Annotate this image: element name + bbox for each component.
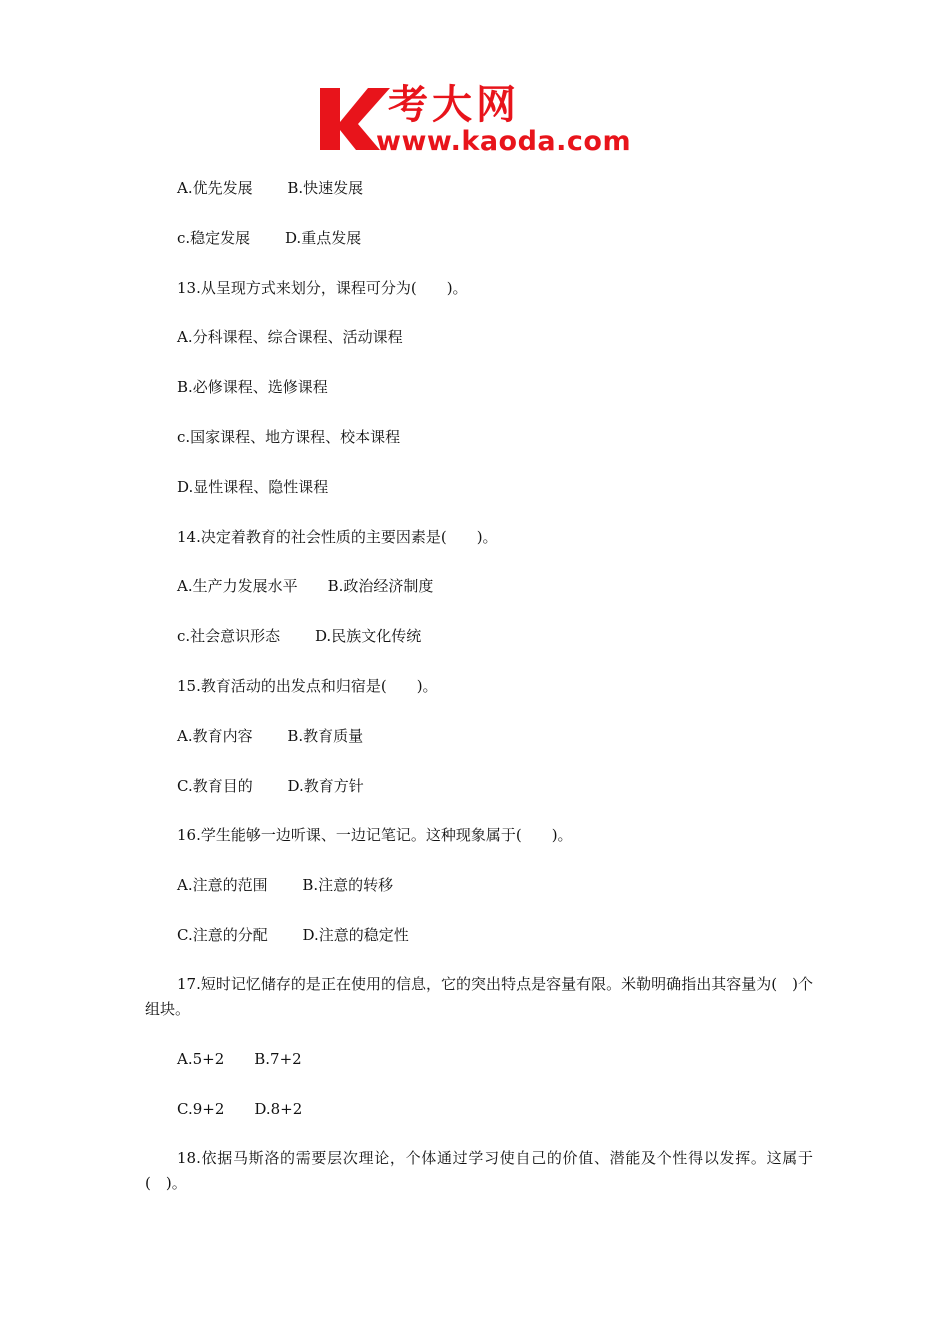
q13-option-d: D.显性课程、隐性课程	[177, 478, 329, 496]
kaoda-logo	[318, 82, 648, 162]
q15-options-cd: C.教育目的 D.教育方针	[177, 777, 364, 795]
q14-options-ab: A.生产力发展水平 B.政治经济制度	[177, 577, 434, 595]
logo-url: www.kaoda.com	[376, 126, 632, 157]
q15-question: 15.教育活动的出发点和归宿是( )。	[177, 677, 438, 695]
q16-options-cd: C.注意的分配 D.注意的稳定性	[177, 926, 409, 944]
q14-question: 14.决定着教育的社会性质的主要因素是( )。	[177, 528, 498, 546]
q12-options-ab: A.优先发展 B.快速发展	[177, 179, 364, 197]
q13-option-a: A.分科课程、综合课程、活动课程	[177, 328, 403, 346]
q13-question: 13.从呈现方式来划分，课程可分为( )。	[177, 279, 468, 297]
q13-option-c: c.国家课程、地方课程、校本课程	[177, 428, 401, 446]
q13-option-b: B.必修课程、选修课程	[177, 378, 328, 396]
q18-question: 18.依据马斯洛的需要层次理论，个体通过学习使自己的价值、潜能及个性得以发挥。这属于( )。	[145, 1149, 813, 1192]
q17-options-ab: A.5+2 B.7+2	[177, 1050, 302, 1068]
q17-options-cd: C.9+2 D.8+2	[177, 1100, 303, 1118]
logo-title: 考大网	[388, 82, 520, 128]
q17-question: 17.短时记忆储存的是正在使用的信息，它的突出特点是容量有限。米勒明确指出其容量为( )个组块。	[145, 975, 813, 1018]
q15-options-ab: A.教育内容 B.教育质量	[177, 727, 364, 745]
q16-question: 16.学生能够一边听课、一边记笔记。这种现象属于( )。	[177, 826, 573, 844]
q14-options-cd: c.社会意识形态 D.民族文化传统	[177, 627, 422, 645]
q12-options-cd: c.稳定发展 D.重点发展	[177, 229, 362, 247]
q16-options-ab: A.注意的范围 B.注意的转移	[177, 876, 394, 894]
